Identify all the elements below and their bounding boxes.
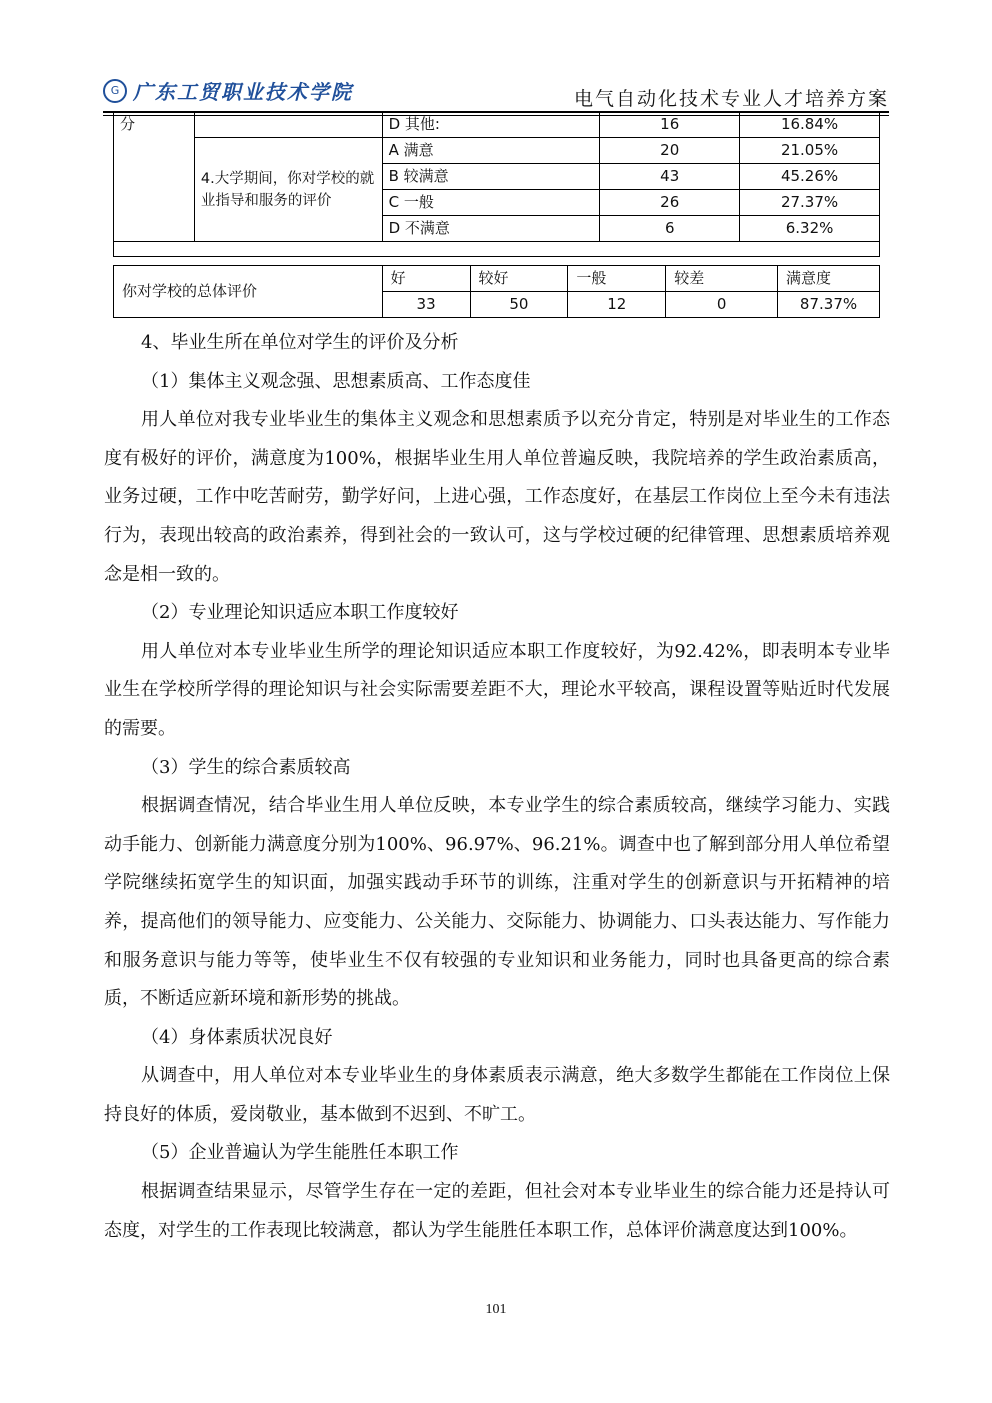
table-row: [114, 112, 880, 138]
question-cell-empty: [194, 112, 382, 138]
paragraph: 用人单位对我专业毕业生的集体主义观念和思想素质予以充分肯定，特别是对毕业生的工作态度有极好的评价，满意度为100%，根据毕业生用人单位普遍反映，我院培养的学生政治素质高，业务过硬，工作中吃苦耐劳，勤学好问，上进心强，工作态度好，在基层工作岗位上至今未有违法行为，表现出较高的政治素养，得到社会的一致认可，这与学校过硬的纪律管理、思想素质培养观念是相一致的。: [104, 409, 890, 585]
count-cell: 26: [600, 190, 740, 216]
value-cell: 33: [382, 292, 470, 318]
header-cell: 满意度: [778, 266, 880, 292]
table-row: [114, 138, 880, 164]
school-name: 广东工贸职业技术学院: [133, 80, 353, 104]
count-cell: 16: [600, 112, 740, 138]
header-cell: 好: [382, 266, 470, 292]
header-cell: 较好: [470, 266, 568, 292]
option-cell: A 满意: [382, 138, 600, 164]
value-cell: 87.37%: [778, 292, 880, 318]
count-cell: 43: [600, 164, 740, 190]
question-cell: 4.大学期间，你对学校的就业指导和服务的评价: [194, 138, 382, 242]
option-cell: B 较满意: [382, 164, 600, 190]
option-cell: C 一般: [382, 190, 600, 216]
school-logo: [103, 76, 353, 105]
paragraph: 根据调查结果显示，尽管学生存在一定的差距，但社会对本专业毕业生的综合能力还是持认可态度，对学生的工作表现比较满意，都认为学生能胜任本职工作，总体评价满意度达到100%。: [104, 1181, 890, 1241]
percent-cell: 27.37%: [740, 190, 880, 216]
percent-cell: 45.26%: [740, 164, 880, 190]
subsection-title: （5）企业普遍认为学生能胜任本职工作: [141, 1142, 459, 1164]
overall-label: 你对学校的总体评价: [114, 266, 383, 318]
table-spacer-row: [114, 242, 880, 257]
table-row: [114, 266, 880, 292]
value-cell: 12: [568, 292, 666, 318]
section-title: 4、毕业生所在单位对学生的评价及分析: [141, 332, 459, 353]
overall-evaluation-table: [113, 265, 880, 318]
percent-cell: 21.05%: [740, 138, 880, 164]
document-title: 电气自动化技术专业人才培养方案: [573, 88, 889, 110]
subsection-title: （2）专业理论知识适应本职工作度较好: [141, 602, 459, 624]
count-cell: 6: [600, 216, 740, 242]
count-cell: 20: [600, 138, 740, 164]
subsection-title: （4）身体素质状况良好: [141, 1026, 333, 1048]
paragraph: 根据调查情况，结合毕业生用人单位反映，本专业学生的综合素质较高，继续学习能力、实践动手能力、创新能力满意度分别为100%、96.97%、96.21%。调查中也了解到部分用人单位希望学院继续拓宽学生的知识面，加强实践动手环节的训练，注重对学生的创新意识与开拓精神的培养，提高他们的领导能力、应变能力、公关能力、交际能力、协调能力、口头表达能力、写作能力和服务意识与能力等等，使毕业生不仅有较强的专业知识和业务能力，同时也具备更高的综合素质，不断适应新环境和新形势的挑战。: [104, 795, 890, 1010]
body-content: [104, 324, 890, 1250]
paragraph: 用人单位对本专业毕业生所学的理论知识适应本职工作度较好，为92.42%，即表明本专业毕业生在学校所学得的理论知识与社会实际需要差距不大，理论水平较高，课程设置等贴近时代发展的需要。: [104, 640, 890, 739]
value-cell: 50: [470, 292, 568, 318]
school-emblem-icon: G: [103, 79, 127, 103]
paragraph: 从调查中，用人单位对本专业毕业生的身体素质表示满意，绝大多数学生都能在工作岗位上保持良好的体质，爱岗敬业，基本做到不迟到、不旷工。: [104, 1065, 890, 1125]
survey-table: [113, 111, 880, 257]
header-cell: 较差: [666, 266, 778, 292]
page-number: 101: [485, 1302, 507, 1317]
percent-cell: 16.84%: [740, 112, 880, 138]
value-cell: 0: [666, 292, 778, 318]
category-cell: 分: [114, 112, 195, 242]
subsection-title: （1）集体主义观念强、思想素质高、工作态度佳: [141, 370, 531, 392]
option-cell: D 不满意: [382, 216, 600, 242]
page-header: [103, 70, 889, 110]
option-cell: D 其他:: [382, 112, 600, 138]
subsection-title: （3）学生的综合素质较高: [141, 756, 351, 778]
spacer-cell: [114, 242, 880, 257]
percent-cell: 6.32%: [740, 216, 880, 242]
header-cell: 一般: [568, 266, 666, 292]
